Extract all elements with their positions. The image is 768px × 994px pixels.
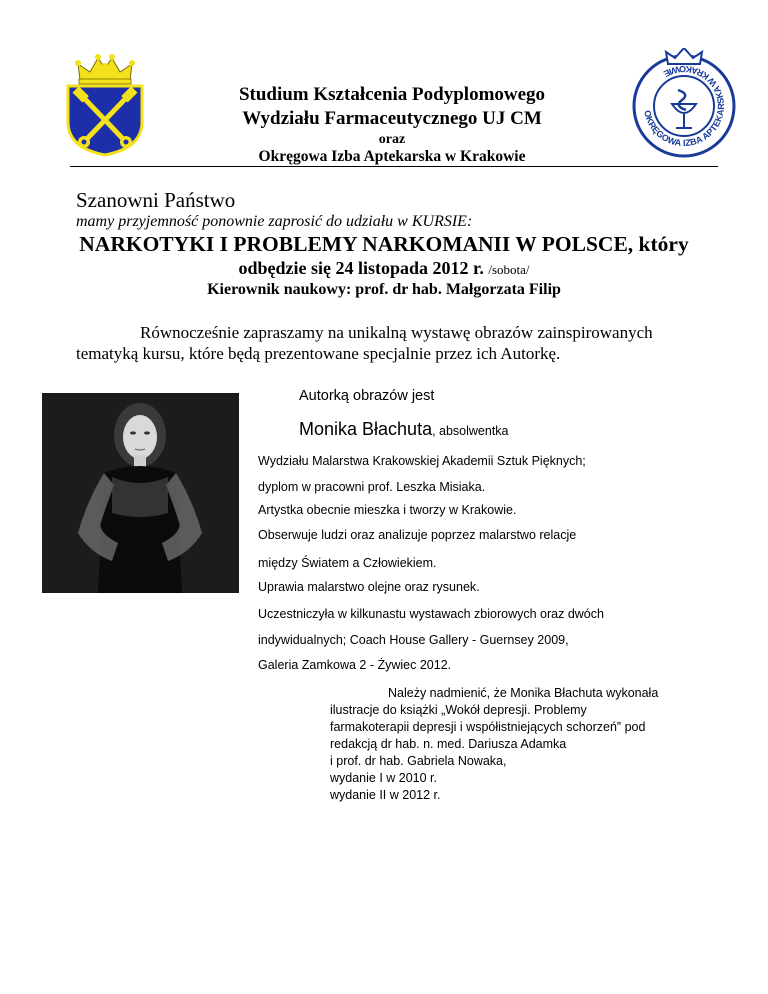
- bio-line: Uprawia malarstwo olejne oraz rysunek.: [258, 580, 480, 594]
- course-date-text: odbędzie się 24 listopada 2012 r.: [238, 258, 484, 278]
- bio-line: dyplom w pracowni prof. Leszka Misiaka.: [258, 480, 486, 494]
- artist-name-suffix: , absolwentka: [432, 424, 509, 438]
- artist-portrait-photo: [42, 393, 239, 593]
- closing-paragraph: [330, 685, 730, 804]
- course-date: [0, 258, 768, 279]
- bio-line: indywidualnych; Coach House Gallery - Guernsey 2009,: [258, 633, 569, 647]
- bio-line: Artystka obecnie mieszka i tworzy w Krakowie.: [258, 503, 517, 517]
- seal-text: OKRĘGOWA IZBA APTEKARSKA W KRAKOWIE: [642, 63, 727, 149]
- closing-line: i prof. dr hab. Gabriela Nowaka,: [330, 754, 507, 768]
- artist-name-line: [299, 419, 509, 440]
- scientific-leader: Kierownik naukowy: prof. dr hab. Małgorzata Filip: [207, 281, 561, 298]
- bio-line: Uczestniczyła w kilkunastu wystawach zbiorowych oraz dwóch: [258, 607, 604, 621]
- exhibition-paragraph-text: Równocześnie zapraszamy na unikalną wystawę obrazów zainspirowanych tematyką kursu, które będą prezentowane specjalnie przez ich Autorkę.: [76, 323, 653, 363]
- course-date-note: /sobota/: [488, 262, 530, 277]
- closing-line: redakcją dr hab. n. med. Dariusza Adamka: [330, 737, 567, 751]
- header-title-line1: Studium Kształcenia Podyplomowego: [238, 84, 546, 105]
- greeting: Szanowni Państwo: [76, 188, 236, 212]
- header-divider: [70, 166, 718, 167]
- closing-line: [330, 685, 730, 702]
- bio-line: Galeria Zamkowa 2 - Żywiec 2012.: [258, 658, 452, 672]
- exhibition-paragraph: [76, 322, 716, 364]
- header-title-line4: Okręgowa Izba Aptekarska w Krakowie: [258, 148, 526, 165]
- bio-line: Obserwuje ludzi oraz analizuje poprzez malarstwo relacje: [258, 528, 577, 542]
- closing-line: farmakoterapii depresji i współistniejących schorzeń” pod: [330, 720, 646, 734]
- closing-line: wydanie I w 2010 r.: [330, 771, 438, 785]
- artist-name: Monika Błachuta: [299, 419, 433, 439]
- closing-line: wydanie II w 2012 r.: [330, 788, 441, 802]
- closing-line: ilustracje do książki „Wokół depresji. Problemy: [330, 703, 587, 717]
- closing-line-text: Należy nadmienić, że Monika Błachuta wykonała: [388, 686, 659, 700]
- bio-line: między Światem a Człowiekiem.: [258, 556, 437, 570]
- bio-intro: Autorką obrazów jest: [299, 388, 435, 404]
- header-title-line2: Wydziału Farmaceutycznego UJ CM: [242, 108, 542, 129]
- invitation-text: mamy przyjemność ponownie zaprosić do udziału w KURSIE:: [76, 213, 473, 230]
- course-title: NARKOTYKI I PROBLEMY NARKOMANII W POLSCE, który: [79, 232, 689, 256]
- header-conjunction: oraz: [378, 132, 406, 147]
- bio-line: Wydziału Malarstwa Krakowskiej Akademii Sztuk Pięknych;: [258, 454, 586, 468]
